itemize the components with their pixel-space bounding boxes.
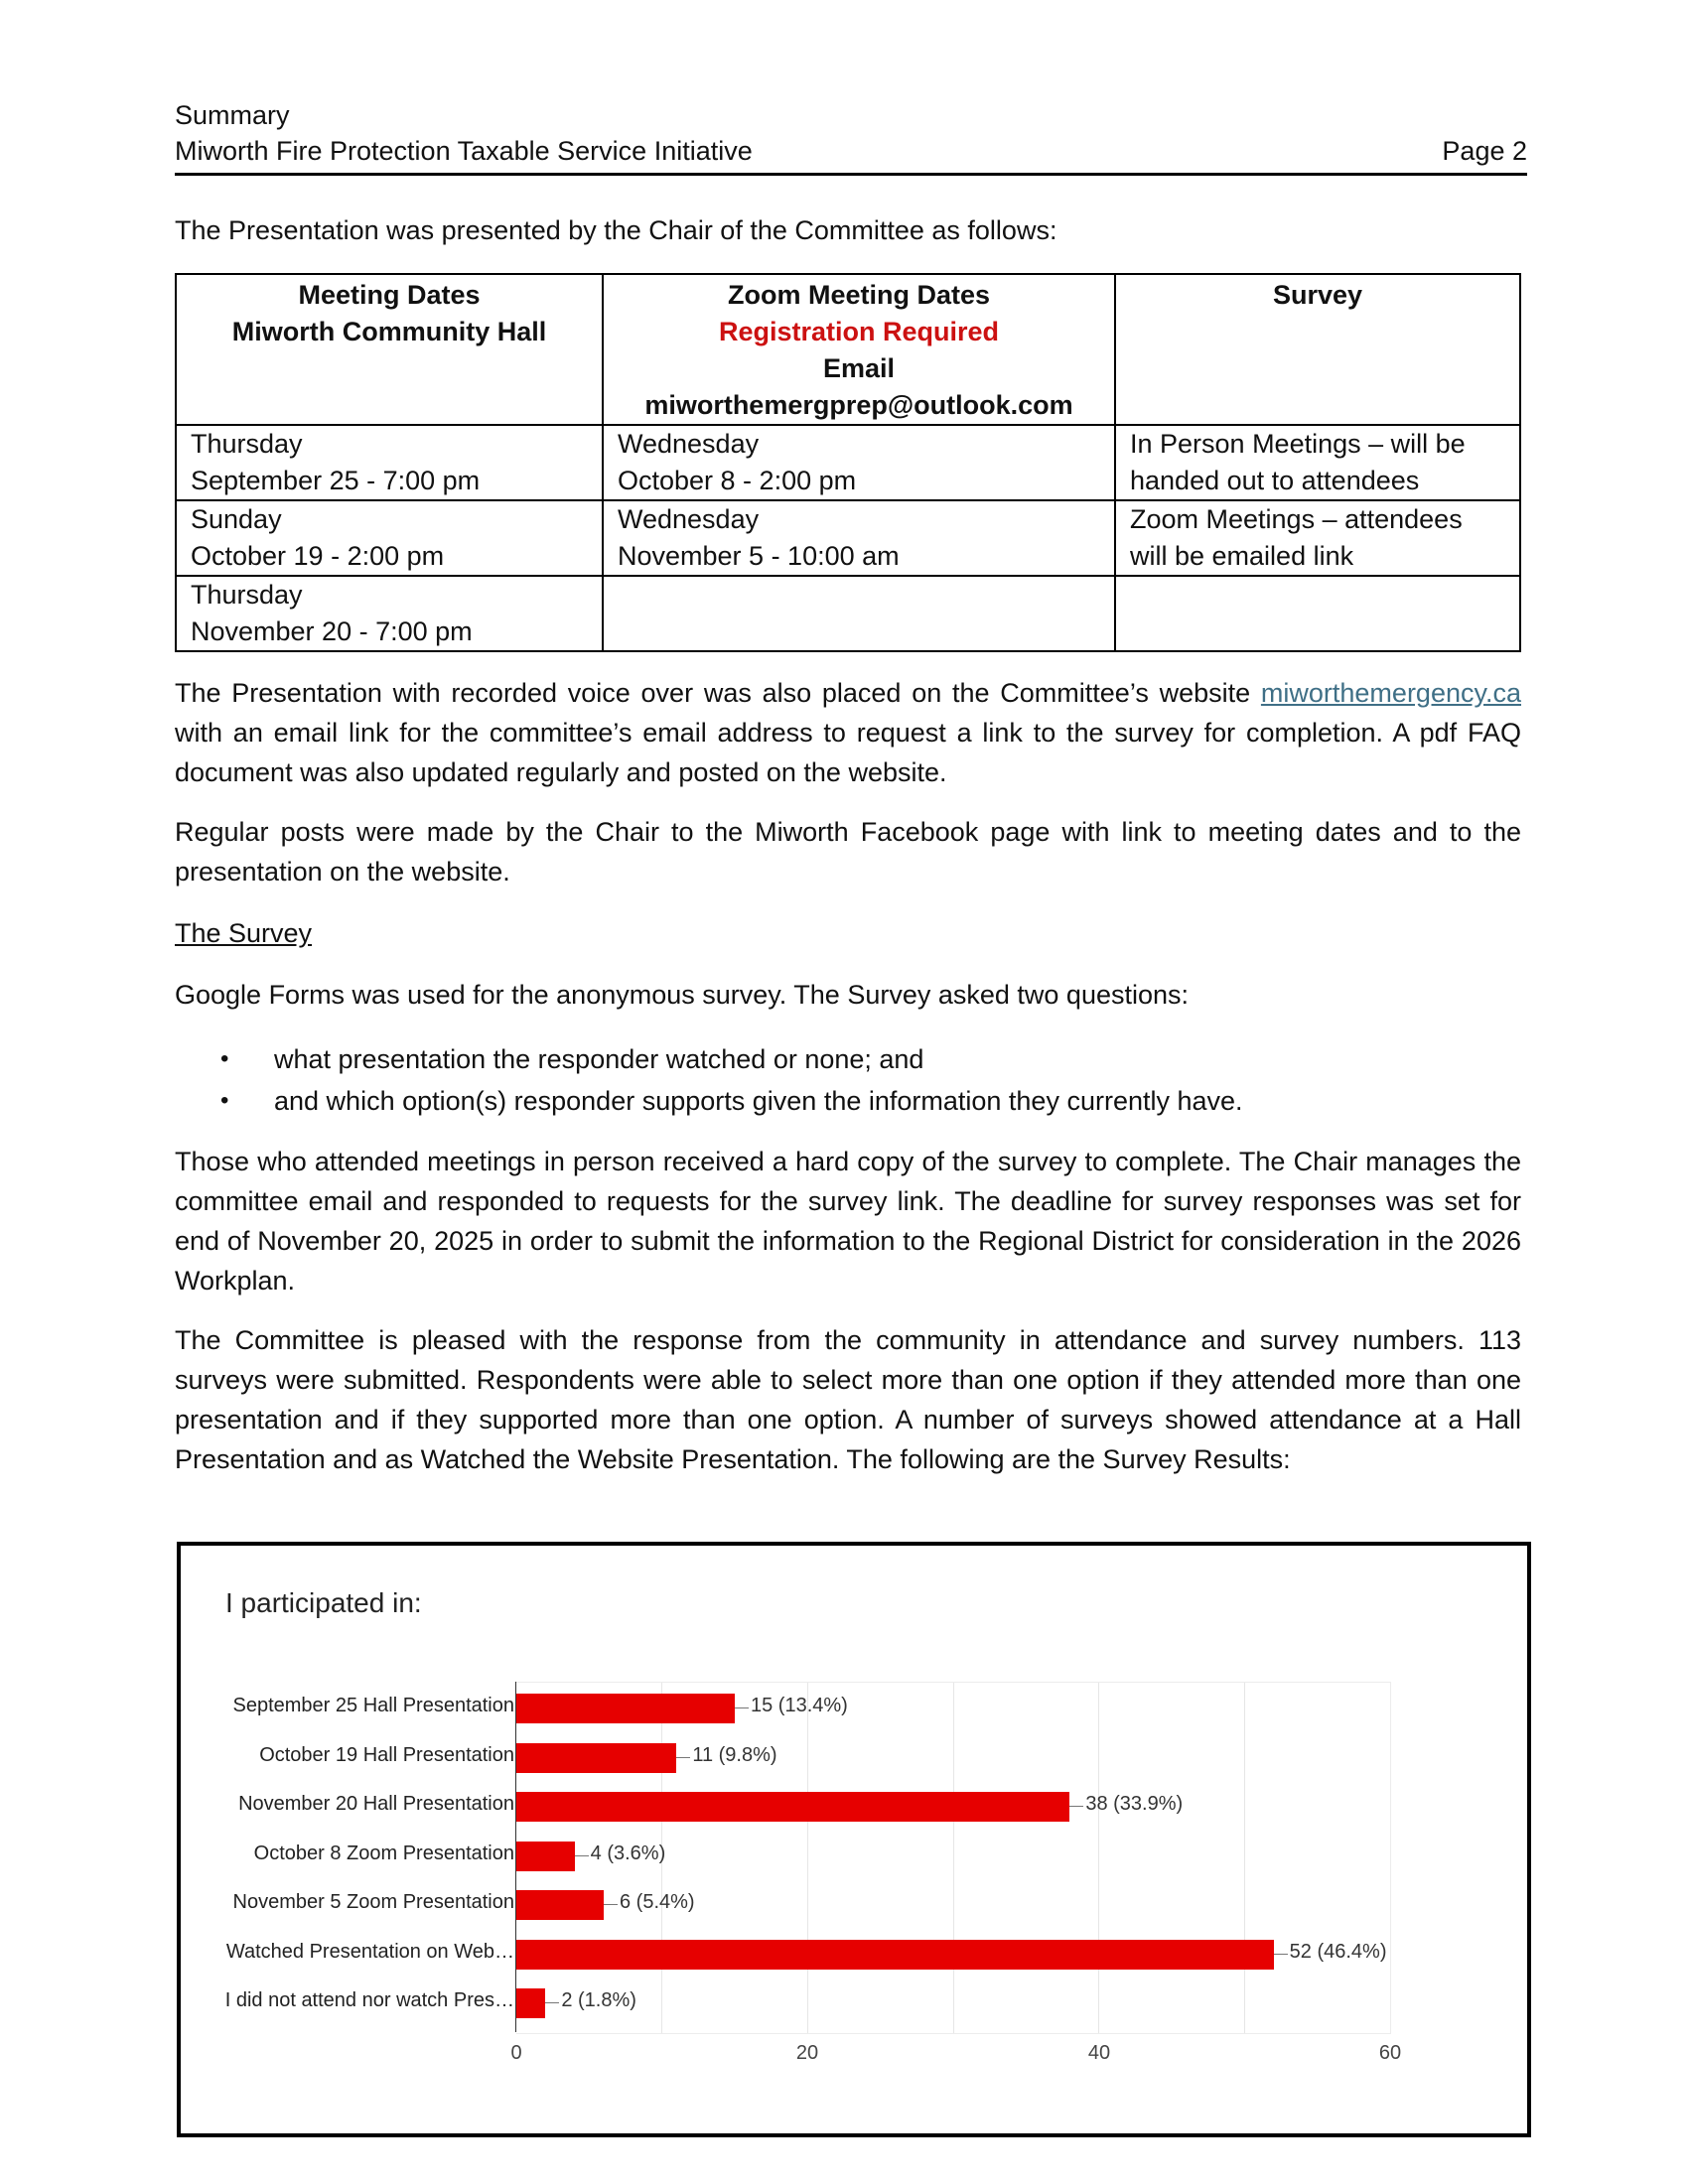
leader-line <box>1274 1954 1288 1955</box>
table-row <box>176 500 1520 576</box>
registration-required-note: Registration Required <box>718 317 1000 346</box>
data-label: 6 (5.4%) <box>620 1891 695 1913</box>
bar <box>516 1842 575 1871</box>
leader-line <box>545 2002 559 2003</box>
hall-date-cell: Thursday September 25 - 7:00 pm <box>176 425 603 500</box>
survey-cell <box>1115 576 1520 651</box>
website-paragraph: The Presentation with recorded voice over was also placed on the Committee’s website miworthemergency.ca with an email link for the committee’s email address to request a link to the survey for completion. A pdf FAQ document was also updated regularly and posted on the website. <box>175 678 1521 787</box>
leader-line <box>604 1904 618 1905</box>
facebook-paragraph: Regular posts were made by the Chair to the Miworth Facebook page with link to meeting dates and to the presentation on the website. <box>175 817 1521 887</box>
chart-title: I participated in: <box>225 1587 422 1618</box>
data-label: 52 (46.4%) <box>1289 1940 1387 1963</box>
category-label: November 20 Hall Presentation <box>238 1793 514 1815</box>
bar <box>516 1792 1069 1822</box>
header-divider <box>175 173 1527 176</box>
meeting-schedule-table <box>175 273 1521 652</box>
category-label: October 19 Hall Presentation <box>259 1743 514 1766</box>
hall-date-cell: Sunday October 19 - 2:00 pm <box>176 500 603 576</box>
bar <box>516 1743 676 1773</box>
list-item: • what presentation the responder watched or none; and <box>175 1038 1505 1080</box>
x-tick: 20 <box>795 2042 819 2064</box>
header-title-row <box>175 133 1527 169</box>
website-link[interactable]: miworthemergency.ca <box>1260 678 1521 708</box>
survey-intro-paragraph: Google Forms was used for the anonymous survey. The Survey asked two questions: <box>175 980 1190 1010</box>
category-label: September 25 Hall Presentation <box>232 1695 514 1716</box>
hall-date-cell: Thursday November 20 - 7:00 pm <box>176 576 603 651</box>
bar <box>516 1940 1274 1970</box>
data-label: 38 (33.9%) <box>1085 1793 1184 1815</box>
survey-heading: The Survey <box>175 918 313 948</box>
x-tick: 40 <box>1087 2042 1111 2064</box>
category-label: I did not attend nor watch Pres… <box>224 1989 514 2011</box>
survey-results-chart <box>177 1542 1531 2137</box>
bar <box>516 1890 604 1920</box>
list-item: • and which option(s) responder supports given the information they currently have. <box>175 1080 1505 1122</box>
gridline <box>953 1683 954 2033</box>
intro-paragraph: The Presentation was presented by the Chair of the Committee as follows: <box>175 215 1057 245</box>
bar <box>516 1694 735 1723</box>
zoom-date-cell: Wednesday November 5 - 10:00 am <box>603 500 1115 576</box>
leader-line <box>1069 1806 1083 1807</box>
gridline <box>1244 1683 1245 2033</box>
data-label: 2 (1.8%) <box>561 1989 636 2011</box>
gridline <box>1098 1683 1099 2033</box>
header-summary: Summary <box>175 100 290 130</box>
data-label: 4 (3.6%) <box>590 1842 666 1864</box>
data-label: 15 (13.4%) <box>751 1695 848 1716</box>
table-header-row <box>176 274 1520 425</box>
x-tick: 60 <box>1378 2042 1402 2064</box>
zoom-date-cell: Wednesday October 8 - 2:00 pm <box>603 425 1115 500</box>
page-number: Page 2 <box>1442 136 1527 166</box>
deadline-paragraph: Those who attended meetings in person received a hard copy of the survey to complete. The Chair manages the committee email and responded to requests for the survey link. The deadline for survey responses was set for end of November 20, 2025 in order to submit the information to the Regional District for consideration in the 2026 Workplan. <box>175 1147 1521 1296</box>
table-row <box>176 425 1520 500</box>
leader-line <box>676 1757 690 1758</box>
category-label: Watched Presentation on Web… <box>225 1940 514 1963</box>
table-row <box>176 576 1520 651</box>
header-survey: Survey <box>1115 274 1520 425</box>
category-label: November 5 Zoom Presentation <box>232 1891 514 1913</box>
results-paragraph: The Committee is pleased with the response from the community in attendance and survey numbers. 113 surveys were submitted. Respondents were able to select more than one option if they attended more than one presentation and if they supported more than one option. A number of surveys showed attendance at a Hall Presentation and as Watched the Website Presentation. The following are the Survey Results: <box>175 1325 1521 1474</box>
zoom-date-cell <box>603 576 1115 651</box>
bar <box>516 1988 545 2018</box>
data-label: 11 (9.8%) <box>692 1743 777 1766</box>
survey-questions-list <box>175 1038 1505 1122</box>
survey-cell: Zoom Meetings – attendees will be emailed link <box>1115 500 1520 576</box>
survey-cell: In Person Meetings – will be handed out to attendees <box>1115 425 1520 500</box>
leader-line <box>735 1707 749 1708</box>
document-title: Miworth Fire Protection Taxable Service Initiative <box>175 136 753 166</box>
x-tick: 0 <box>510 2042 522 2064</box>
leader-line <box>575 1855 589 1856</box>
header-zoom: Zoom Meeting Dates Registration Required Email miworthemergprep@outlook.com <box>603 274 1115 425</box>
category-label: October 8 Zoom Presentation <box>253 1842 514 1864</box>
registration-email: miworthemergprep@outlook.com <box>644 390 1073 420</box>
header-hall: Meeting Dates Miworth Community Hall <box>176 274 603 425</box>
gridline <box>807 1683 808 2033</box>
